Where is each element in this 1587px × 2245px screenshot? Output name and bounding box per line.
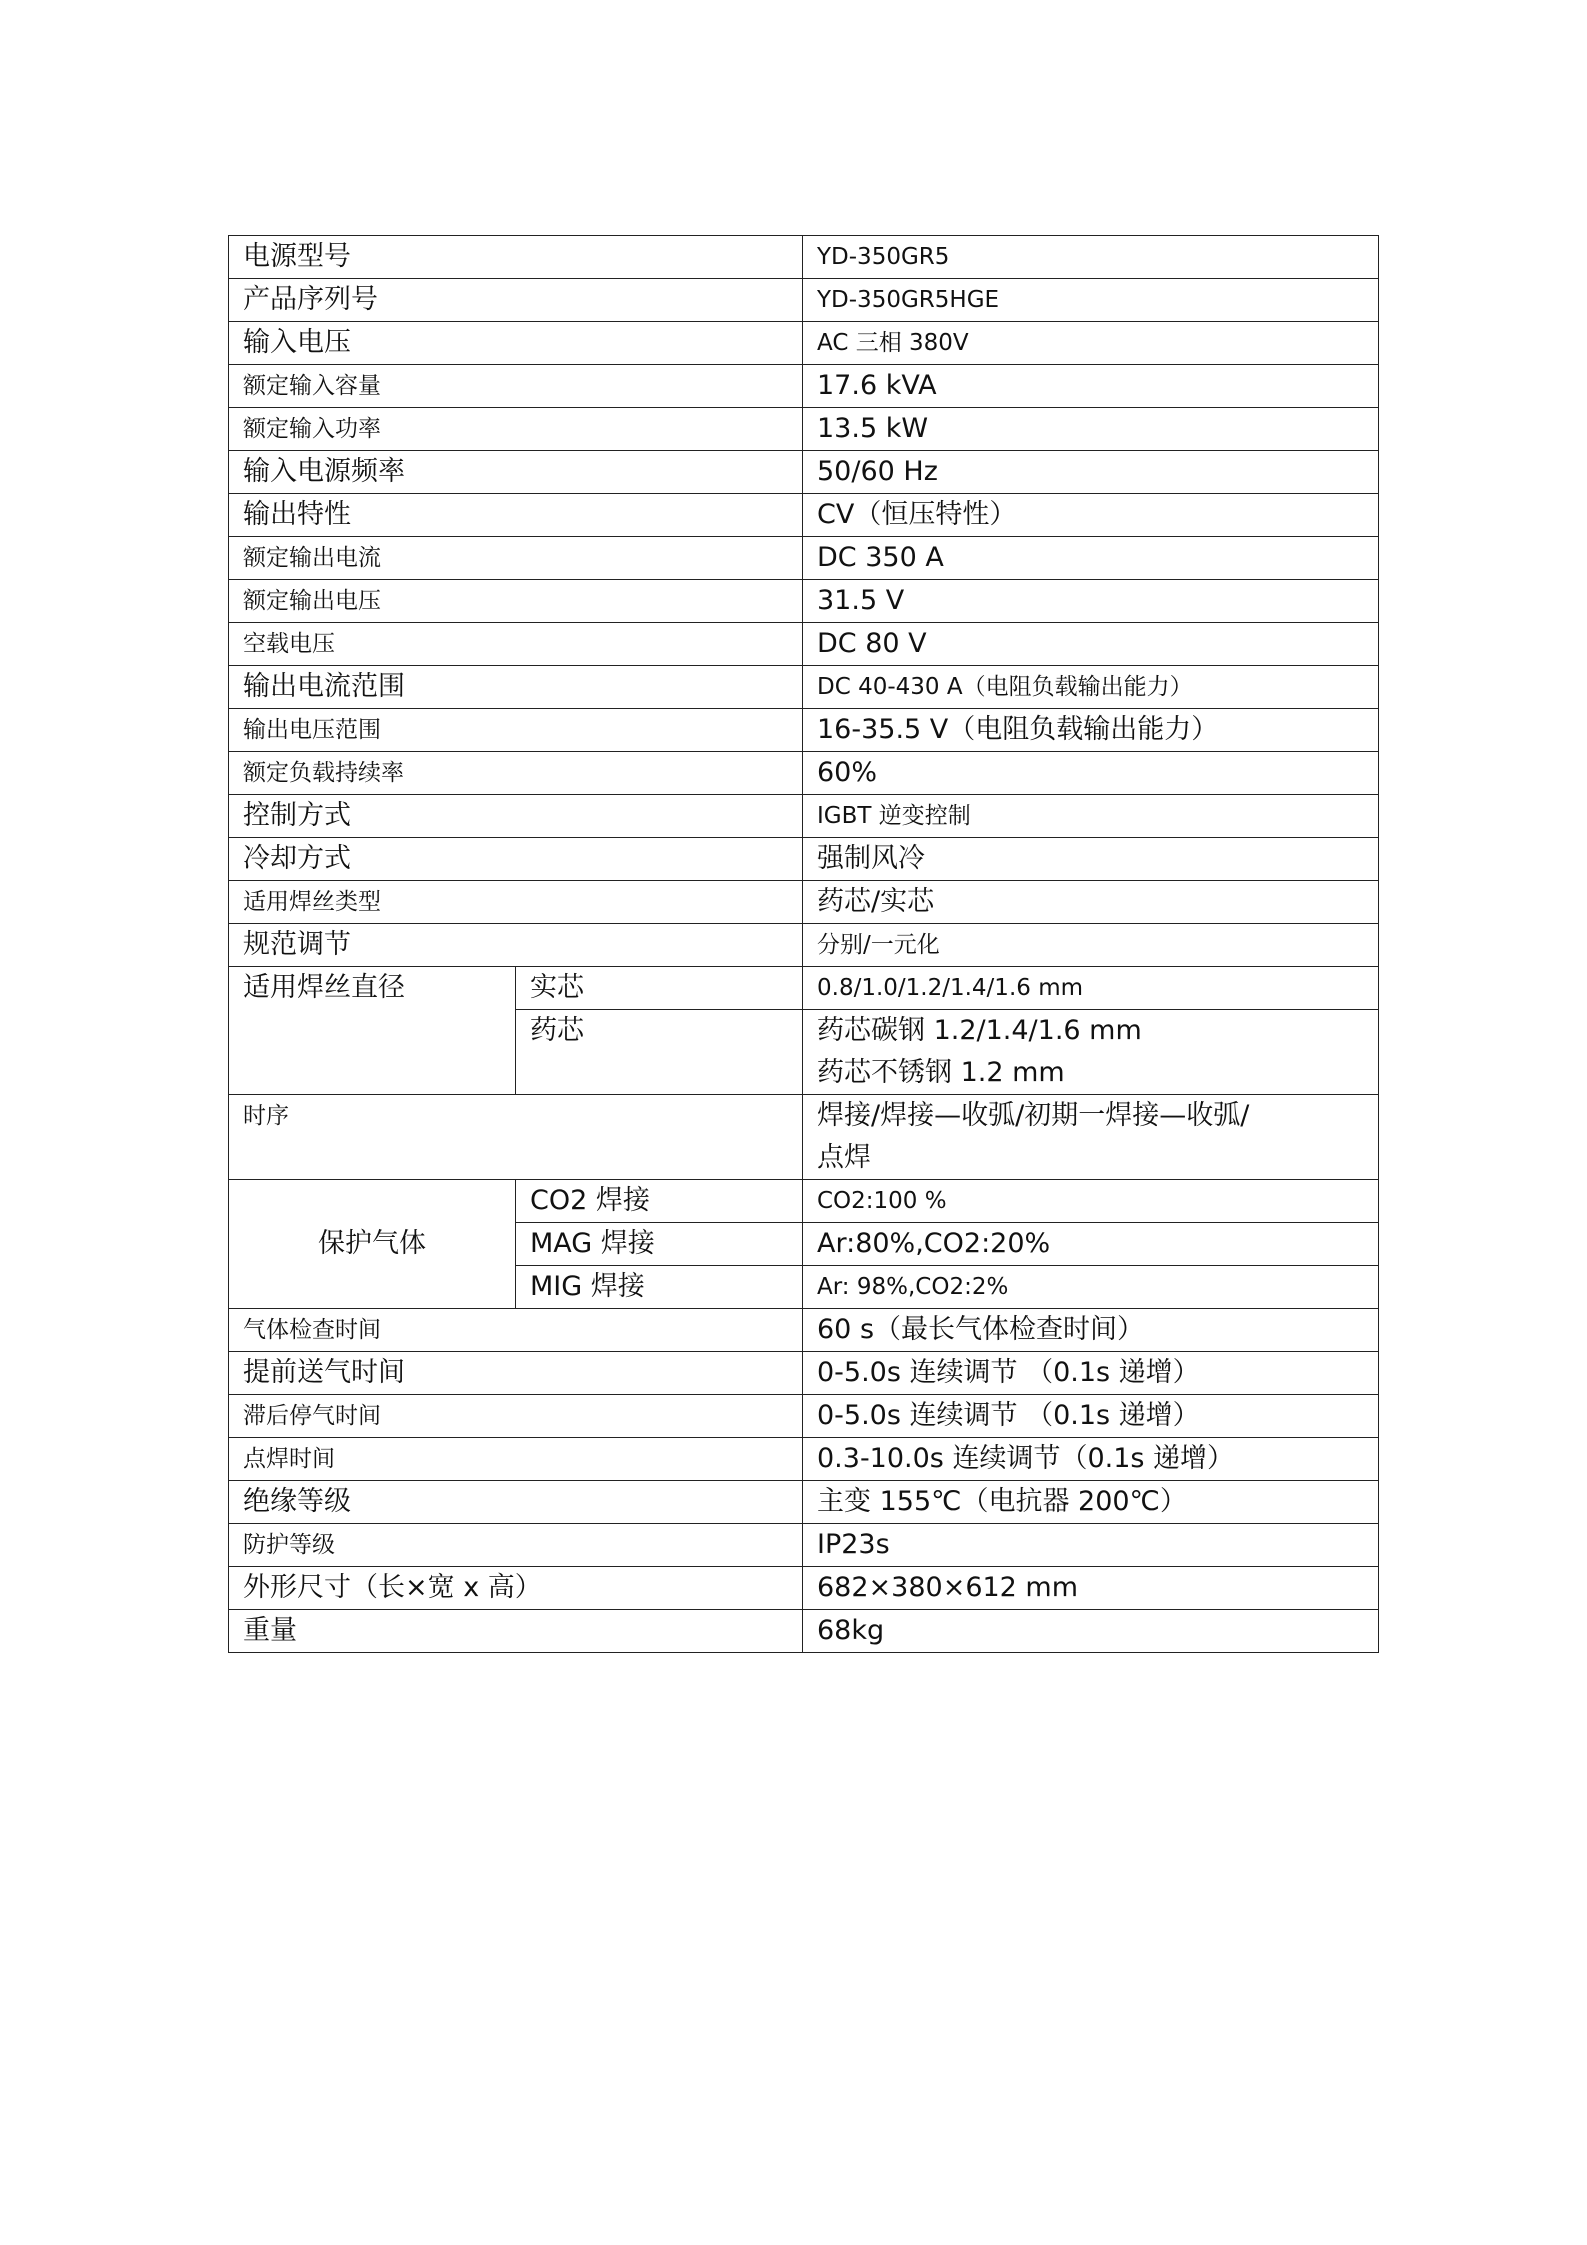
wire-flux-value (803, 1010, 1379, 1095)
row-label: 绝缘等级 (229, 1481, 803, 1524)
row-value: 16-35.5 V（电阻负载输出能力） (803, 709, 1379, 752)
gas-item-label: MAG 焊接 (516, 1223, 803, 1266)
table-row (229, 451, 1379, 494)
row-label: 额定输入功率 (229, 408, 803, 451)
table-row (229, 1309, 1379, 1352)
row-value: 药芯/实芯 (803, 881, 1379, 924)
wire-flux-label: 药芯 (516, 1010, 803, 1095)
row-value: 60 s（最长气体检查时间） (803, 1309, 1379, 1352)
table-row (229, 408, 1379, 451)
row-label: 额定输出电压 (229, 580, 803, 623)
table-row (229, 623, 1379, 666)
row-value: 31.5 V (803, 580, 1379, 623)
row-value: DC 80 V (803, 623, 1379, 666)
row-value: IGBT 逆变控制 (803, 795, 1379, 838)
shielding-gas-label: 保护气体 (229, 1180, 516, 1309)
table-row (229, 580, 1379, 623)
row-value: 68kg (803, 1610, 1379, 1653)
table-row (229, 1438, 1379, 1481)
spec-table (228, 235, 1379, 1653)
row-value: YD-350GR5 (803, 236, 1379, 279)
row-label: 额定输入容量 (229, 365, 803, 408)
row-value: 17.6 kVA (803, 365, 1379, 408)
row-label: 外形尺寸（长×宽 x 高） (229, 1567, 803, 1610)
row-value: 60% (803, 752, 1379, 795)
table-row (229, 494, 1379, 537)
row-value: 主变 155℃（电抗器 200℃） (803, 1481, 1379, 1524)
table-row (229, 322, 1379, 365)
table-row (229, 881, 1379, 924)
timing-value-line: 点焊 (817, 1142, 871, 1173)
row-label: 气体检查时间 (229, 1309, 803, 1352)
row-label: 电源型号 (229, 236, 803, 279)
row-value: IP23s (803, 1524, 1379, 1567)
row-label: 输入电压 (229, 322, 803, 365)
row-label: 空载电压 (229, 623, 803, 666)
wire-solid-label: 实芯 (516, 967, 803, 1010)
row-value: DC 40-430 A（电阻负载输出能力） (803, 666, 1379, 709)
row-label: 冷却方式 (229, 838, 803, 881)
gas-item-label: CO2 焊接 (516, 1180, 803, 1223)
row-label: 额定输出电流 (229, 537, 803, 580)
row-value: DC 350 A (803, 537, 1379, 580)
table-row (229, 1610, 1379, 1653)
row-value: 0.3-10.0s 连续调节（0.1s 递增） (803, 1438, 1379, 1481)
table-row (229, 1180, 1379, 1223)
table-row (229, 1395, 1379, 1438)
row-label: 输出电流范围 (229, 666, 803, 709)
row-label: 产品序列号 (229, 279, 803, 322)
row-label: 规范调节 (229, 924, 803, 967)
table-row (229, 365, 1379, 408)
row-label: 适用焊丝类型 (229, 881, 803, 924)
table-row (229, 1481, 1379, 1524)
table-row (229, 1524, 1379, 1567)
row-value: 分别/一元化 (803, 924, 1379, 967)
row-label: 防护等级 (229, 1524, 803, 1567)
row-value: 强制风冷 (803, 838, 1379, 881)
timing-label: 时序 (229, 1095, 803, 1180)
table-row (229, 967, 1379, 1010)
gas-item-value: Ar: 98%,CO2:2% (803, 1266, 1379, 1309)
wire-flux-value-line: 药芯不锈钢 1.2 mm (817, 1057, 1065, 1088)
table-row (229, 666, 1379, 709)
row-label: 输出电压范围 (229, 709, 803, 752)
row-label: 滞后停气时间 (229, 1395, 803, 1438)
table-row (229, 795, 1379, 838)
row-value: 50/60 Hz (803, 451, 1379, 494)
row-label: 额定负载持续率 (229, 752, 803, 795)
row-value: CV（恒压特性） (803, 494, 1379, 537)
row-value: AC 三相 380V (803, 322, 1379, 365)
table-row (229, 709, 1379, 752)
gas-item-value: CO2:100 % (803, 1180, 1379, 1223)
row-label: 控制方式 (229, 795, 803, 838)
timing-value (803, 1095, 1379, 1180)
wire-diameter-label: 适用焊丝直径 (229, 967, 516, 1095)
row-label: 输入电源频率 (229, 451, 803, 494)
table-row (229, 1095, 1379, 1180)
table-row (229, 537, 1379, 580)
row-value: 0-5.0s 连续调节 （0.1s 递增） (803, 1352, 1379, 1395)
table-row (229, 1352, 1379, 1395)
row-label: 点焊时间 (229, 1438, 803, 1481)
row-label: 输出特性 (229, 494, 803, 537)
row-value: 682×380×612 mm (803, 1567, 1379, 1610)
row-value: 13.5 kW (803, 408, 1379, 451)
timing-value-line: 焊接/焊接—收弧/初期一焊接—收弧/ (817, 1100, 1250, 1131)
table-row (229, 236, 1379, 279)
row-value: YD-350GR5HGE (803, 279, 1379, 322)
table-row (229, 838, 1379, 881)
table-row (229, 752, 1379, 795)
wire-solid-value: 0.8/1.0/1.2/1.4/1.6 mm (803, 967, 1379, 1010)
gas-item-label: MIG 焊接 (516, 1266, 803, 1309)
row-value: 0-5.0s 连续调节 （0.1s 递增） (803, 1395, 1379, 1438)
row-label: 提前送气时间 (229, 1352, 803, 1395)
row-label: 重量 (229, 1610, 803, 1653)
table-row (229, 924, 1379, 967)
wire-flux-value-line: 药芯碳钢 1.2/1.4/1.6 mm (817, 1015, 1142, 1046)
gas-item-value: Ar:80%,CO2:20% (803, 1223, 1379, 1266)
table-row (229, 1567, 1379, 1610)
table-row (229, 279, 1379, 322)
